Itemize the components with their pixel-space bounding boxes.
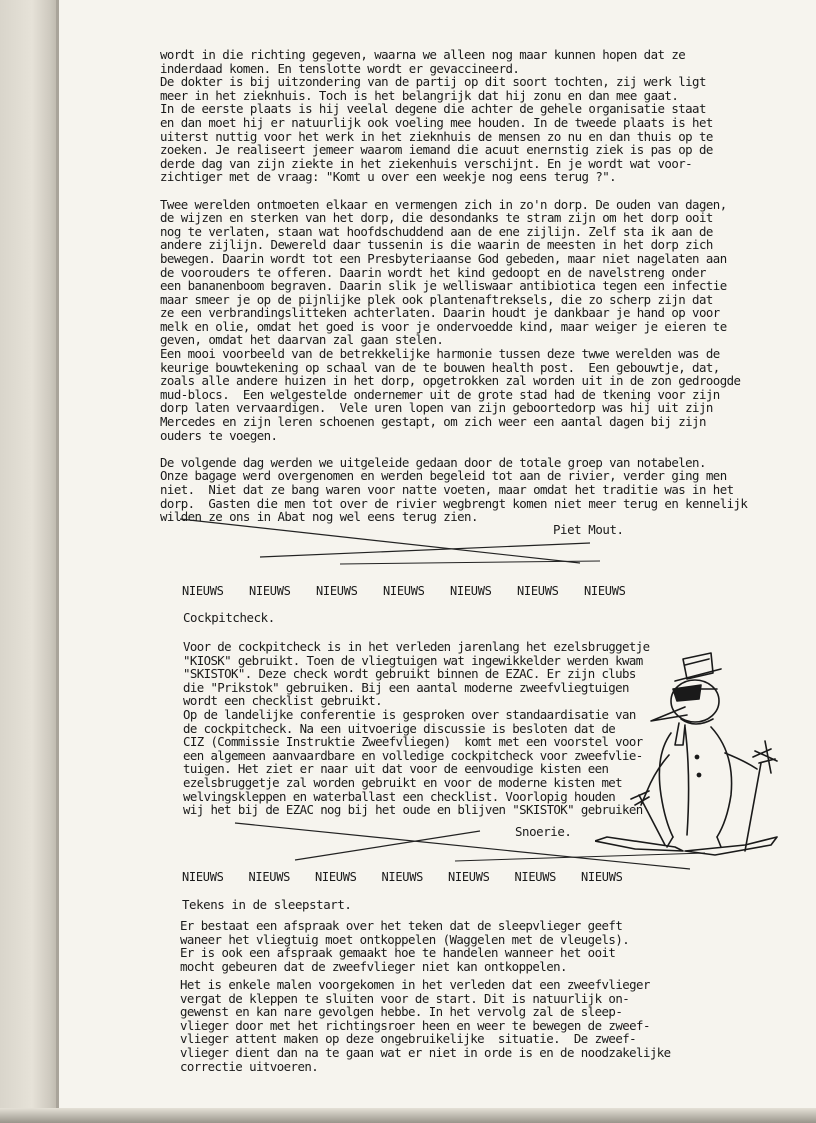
- article-cockpitcheck-line: wordt een checklist gebruikt.: [183, 693, 382, 709]
- article-cockpitcheck-line: Voor de cockpitcheck is in het verleden jarenlang het ezelsbruggetje: [183, 639, 650, 654]
- article-abat-line: mud-blocs. Een welgestelde ondernemer uit de grote stad had de tkening voor zijn: [160, 386, 720, 402]
- article-sleepstart-para-1: [180, 919, 629, 973]
- nieuws-word: NIEUWS: [517, 584, 559, 598]
- article-abat-line: zichtiger met de vraag: "Komt u over een weekje nog eens terug ?".: [160, 169, 617, 185]
- article-sleepstart-line: vergat de kleppen te sluiten voor de start. Dit is natuurlijk on-: [180, 990, 630, 1006]
- article-abat-line: De volgende dag werden we uitgeleide gedaan door de totale groep van notabelen.: [160, 454, 706, 470]
- article-abat-line: Een mooi voorbeeld van de betrekkelijke harmonie tussen deze twwe werelden was de: [160, 346, 720, 362]
- nieuws-word: NIEUWS: [315, 870, 357, 884]
- article-cockpitcheck-line: wij het bij de EZAC nog bij het oude en blijven "SKISTOK" gebruiken: [183, 802, 643, 818]
- article-abat-line: uiterst nuttig voor het werk in het zieknhuis de mensen zo nu en dan thuis op te: [160, 128, 713, 144]
- article-abat-line: Mercedes en zijn leren schoenen gestapt, om zich weer een aantal dagen bij zijn: [160, 414, 706, 430]
- article-cockpitcheck-line: een algemeen aanvaardbare en volledige cockpitcheck voor zweefvlie-: [183, 747, 643, 763]
- article-cockpitcheck-line: Op de landelijke conferentie is gesproken over standaardisatie van: [183, 706, 636, 722]
- article-sleepstart-heading: Tekens in de sleepstart.: [182, 897, 352, 912]
- article-sleepstart-line: Er is ook een afspraak gemaakt hoe te handelen wanneer het ooit: [180, 945, 616, 961]
- article-sleepstart-line: Het is enkele malen voorgekomen in het verleden dat een zweefvlieger: [180, 977, 650, 992]
- nieuws-word: NIEUWS: [514, 870, 557, 884]
- nieuws-word: NIEUWS: [383, 584, 425, 598]
- nieuws-word: NIEUWS: [248, 870, 291, 884]
- nieuws-word: NIEUWS: [584, 584, 626, 598]
- article-abat-line: derde dag van zijn ziekte in het ziekenhuis verschijnt. En je wordt wat voor-: [160, 155, 693, 171]
- article-sleepstart-line: correctie uitvoeren.: [180, 1058, 319, 1074]
- article-cockpitcheck-line: tuigen. Het ziet er naar uit dat voor de eenvoudige kisten een: [183, 761, 609, 777]
- article-abat-line: zoals alle andere huizen in het dorp, opgetrokken zal worden uit in de zon gedroogde: [160, 373, 741, 389]
- snowman-skier-illustration: [595, 645, 780, 860]
- article-sleepstart-line: waneer het vliegtuig moet ontkoppelen (Waggelen met de vleugels).: [180, 931, 630, 947]
- article-cockpitcheck-body: [183, 640, 649, 817]
- article-abat-line: De dokter is bij uitzondering van de partij op dit soort tochten, zij werk ligt: [160, 74, 706, 90]
- article-cockpitcheck-heading: Cockpitcheck.: [183, 610, 275, 625]
- nieuws-word: NIEUWS: [249, 584, 291, 598]
- article-abat-line: melk en olie, omdat het goed is voor je ondervoedde kind, maar weiger je eieren te: [160, 318, 727, 334]
- article-abat-line: dorp laten vervaardigen. Vele uren lopen van zijn geboortedorp was hij uit zijn: [160, 400, 713, 416]
- article-cockpitcheck-line: "SKISTOK". Deze check wordt gebruikt binnen de EZAC. Er zijn clubs: [183, 666, 636, 682]
- article-abat-line: wordt in die richting gegeven, waarna we alleen nog maar kunnen hopen dat ze: [160, 47, 686, 62]
- article-abat-line: Twee werelden ontmoeten elkaar en vermengen zich in zo'n dorp. De ouden van dagen,: [160, 196, 727, 212]
- nieuws-word: NIEUWS: [448, 870, 490, 884]
- nieuws-word: NIEUWS: [581, 870, 623, 884]
- page-bottom-shadow: [0, 1108, 816, 1123]
- article-sleepstart-line: mocht gebeuren dat de zweefvlieger niet kan ontkoppelen.: [180, 958, 567, 974]
- article-abat-line: en dan moet hij er natuurlijk ook voeling mee houden. In de tweede plaats is het: [160, 114, 713, 130]
- article-sleepstart-line: vlieger door met het richtingsroer heen en weer te bewegen de zweef-: [180, 1017, 650, 1033]
- article-sleepstart-para-2: [180, 978, 671, 1073]
- article-abat-line: keurige bouwtekening op schaal van de te bouwen health post. Een gebouwtje, dat,: [160, 359, 720, 375]
- article-abat-line: een bananenboom begraven. Daarin slik je welliswaar antibiotica tegen een infectie: [160, 278, 727, 294]
- article-cockpitcheck-line: ezelsbruggetje zal worden gebruikt en voor de moderne kisten met: [183, 774, 623, 790]
- article-abat-line: maar smeer je op de pijnlijke plek ook plantenaftreksels, die zo scherp zijn dat: [160, 291, 713, 307]
- signature-snoerie: Snoerie.: [515, 824, 572, 839]
- article-sleepstart-line: vlieger dient dan na te gaan wat er niet in orde is en de noodzakelijke: [180, 1044, 671, 1060]
- nieuws-word: NIEUWS: [450, 584, 492, 598]
- article-abat-line: niet. Niet dat ze bang waren voor natte voeten, maar omdat het traditie was in het: [160, 482, 734, 497]
- article-abat-line: Onze bagage werd overgenomen en werden begeleid tot aan de rivier, verder ging men: [160, 468, 727, 484]
- divider-cross-1: [180, 515, 600, 570]
- article-abat-line: In de eerste plaats is hij veelal degene die achter de gehele organisatie staat: [160, 101, 706, 117]
- article-sleepstart-line: gewenst en kan nare gevolgen hebbe. In het vervolg zal de sleep-: [180, 1004, 623, 1020]
- article-abat-line: ouders te voegen.: [160, 427, 278, 443]
- article-abat-line: dorp. Gasten die men tot over de rivier wegbrengt komen niet meer terug en kennelijk: [160, 495, 748, 511]
- article-cockpitcheck-line: de cockpitcheck. Na een uitvoerige discussie is besloten dat de: [183, 720, 616, 736]
- article-cockpitcheck-line: die "Prikstok" gebruiken. Bij een aantal moderne zweefvliegtuigen: [183, 679, 629, 695]
- article-sleepstart-line: Er bestaat een afspraak over het teken dat de sleepvlieger geeft: [180, 918, 623, 933]
- nieuws-word: NIEUWS: [182, 584, 224, 598]
- article-abat-line: andere zijlijn. Dewereld daar tussenin is die waarin de meesten in het dorp zich: [160, 237, 713, 253]
- nieuws-word: NIEUWS: [381, 870, 424, 884]
- signature-piet-mout: Piet Mout.: [553, 522, 624, 537]
- article-abat-line: wilden ze ons in Abat nog wel eens terug zien.: [160, 509, 478, 525]
- article-sleepstart-line: vlieger attent maken op deze ongebruikelijke situatie. De zweef-: [180, 1031, 637, 1047]
- article-abat-line: de voorouders te offeren. Daarin wordt het kind gedoopt en de navelstreng onder: [160, 264, 706, 280]
- nieuws-word: NIEUWS: [316, 584, 358, 598]
- article-abat-line: geven, omdat het daarvan zal gaan stelen.: [160, 332, 444, 348]
- article-abat-line: nog te verlaten, staan wat hoofdschuddend aan de ene zijlijn. Zelf sta ik aan de: [160, 223, 713, 239]
- nieuws-banner-2: [182, 870, 648, 884]
- nieuws-word: NIEUWS: [182, 870, 224, 884]
- article-abat-line: zoeken. Je realiseert jemeer waarom iemand die acuut enernstig ziek is pas op de: [160, 142, 713, 158]
- article-abat-line: de wijzen en sterken van het dorp, die desondanks te stram zijn om het dorp ooit: [160, 210, 713, 226]
- binding-spine: [0, 0, 58, 1123]
- article-abat-line: ze een verbrandingslitteken achterlaten. Daarin houdt je dankbaar je hand op voor: [160, 305, 720, 321]
- nieuws-banner-1: [182, 584, 651, 598]
- article-abat-line: [160, 184, 747, 198]
- article-abat-line: inderdaad komen. En tenslotte wordt er gevaccineerd.: [160, 60, 520, 76]
- article-abat-line: [160, 442, 747, 456]
- article-cockpitcheck-line: CIZ (Commissie Instruktie Zweefvliegen) komt met een voorstel voor: [183, 734, 643, 750]
- article-abat-line: meer in het zieknhuis. Toch is het belangrijk dat hij zonu en dan mee gaat.: [160, 87, 679, 103]
- article-cockpitcheck-line: welvingskleppen en waterballast een checklist. Voorlopig houden: [183, 788, 616, 804]
- article-abat-body: [160, 48, 747, 524]
- article-abat-line: bewegen. Daarin wordt tot een Presbyteriaanse God gebeden, maar niet nagelaten aan: [160, 250, 727, 266]
- article-cockpitcheck-line: "KIOSK" gebruikt. Toen de vliegtuigen wat ingewikkelder werden kwam: [183, 652, 643, 668]
